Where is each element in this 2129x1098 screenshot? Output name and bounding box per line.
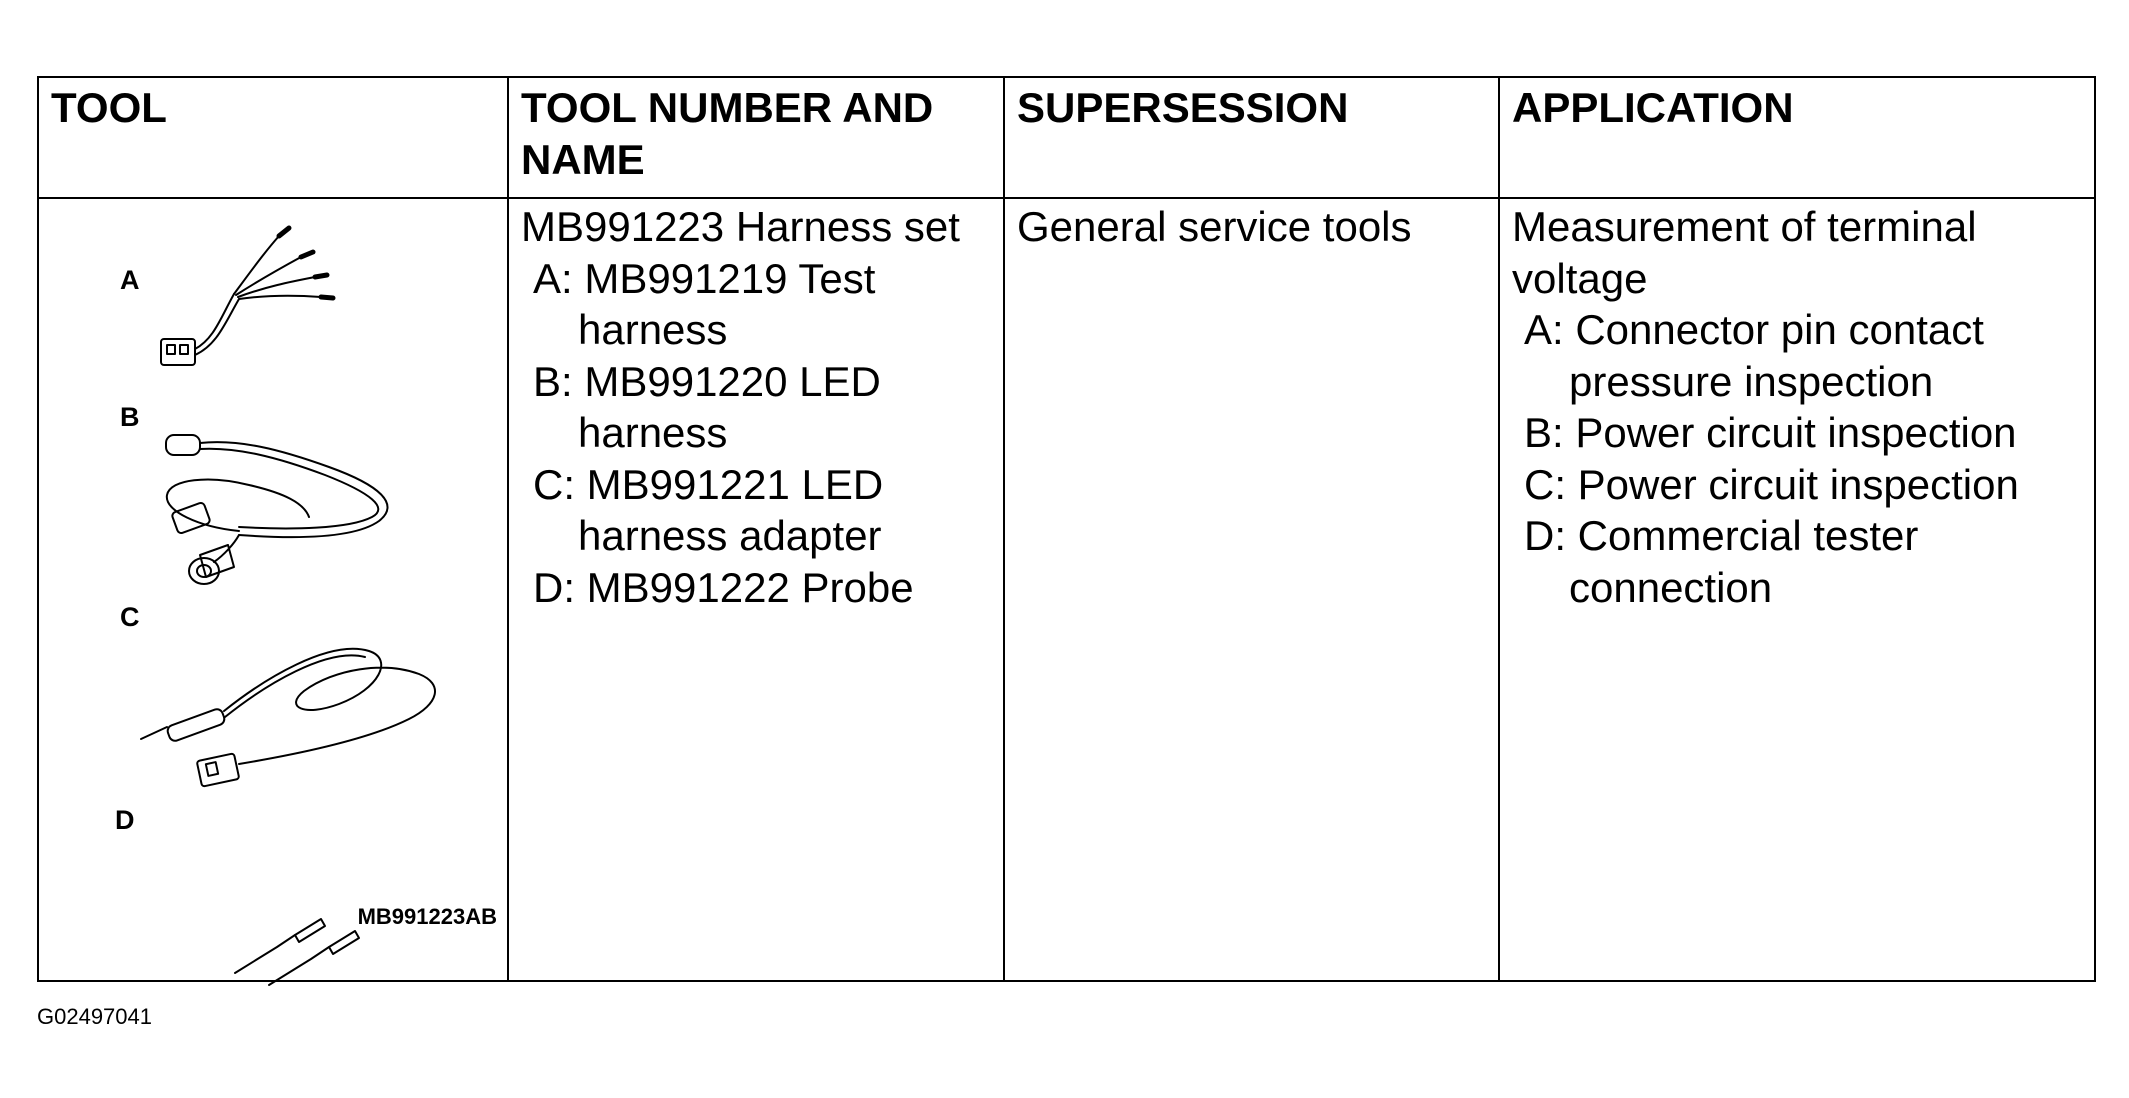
tool-item-b-continued: harness	[578, 409, 728, 456]
led-harness-drawing	[166, 435, 388, 584]
application-cell	[1499, 198, 2095, 981]
tool-item-a-continued: harness	[578, 306, 728, 353]
supersession-cell	[1004, 198, 1499, 981]
application-line1: Measurement of terminal	[1512, 203, 1977, 250]
tool-number-cell	[508, 198, 1004, 981]
application-item-a: A: Connector pin contact	[1524, 306, 1984, 353]
tool-row	[38, 198, 2095, 981]
application-item-a-continued: pressure inspection	[1569, 357, 1934, 405]
tool-illustration-cell	[38, 198, 508, 981]
header-row	[38, 77, 2095, 198]
tool-item-c-continued: harness adapter	[578, 512, 882, 559]
application-item-d-continued: connection	[1569, 563, 1773, 611]
illustration-label-c: C	[120, 602, 140, 632]
application-item-d: D: Commercial tester	[1524, 512, 1919, 559]
header-tool: TOOL	[38, 77, 508, 198]
tool-item-d: D: MB991222 Probe	[533, 563, 914, 611]
led-harness-adapter-drawing	[141, 649, 435, 787]
header-tool-number-line1: TOOL NUMBER AND	[521, 84, 934, 131]
tool-set-name: MB991223 Harness set	[521, 203, 960, 250]
tool-item-c: C: MB991221 LED	[533, 460, 884, 508]
illustration-label-a: A	[120, 265, 140, 295]
illustration-code: MB991223AB	[357, 904, 497, 929]
header-tool-number-line2: NAME	[521, 136, 645, 183]
application-line2: voltage	[1512, 254, 1648, 302]
figure-id: G02497041	[37, 1004, 152, 1029]
tool-item-b: B: MB991220 LED	[533, 357, 881, 405]
illustration-label-d: D	[115, 805, 135, 835]
header-application: APPLICATION	[1499, 77, 2095, 198]
header-supersession: SUPERSESSION	[1004, 77, 1499, 198]
application-item-b: B: Power circuit inspection	[1524, 409, 2017, 456]
harness-set-illustration	[39, 199, 509, 987]
illustration-label-b: B	[120, 402, 140, 432]
tool-item-a: A: MB991219 Test	[533, 254, 876, 302]
header-tool-number-and-name	[508, 77, 1004, 198]
supersession-text: General service tools	[1017, 203, 1412, 250]
application-item-c: C: Power circuit inspection	[1524, 460, 2019, 508]
probe-drawing	[235, 919, 359, 985]
test-harness-drawing	[161, 228, 333, 365]
special-tool-table	[37, 76, 2096, 982]
